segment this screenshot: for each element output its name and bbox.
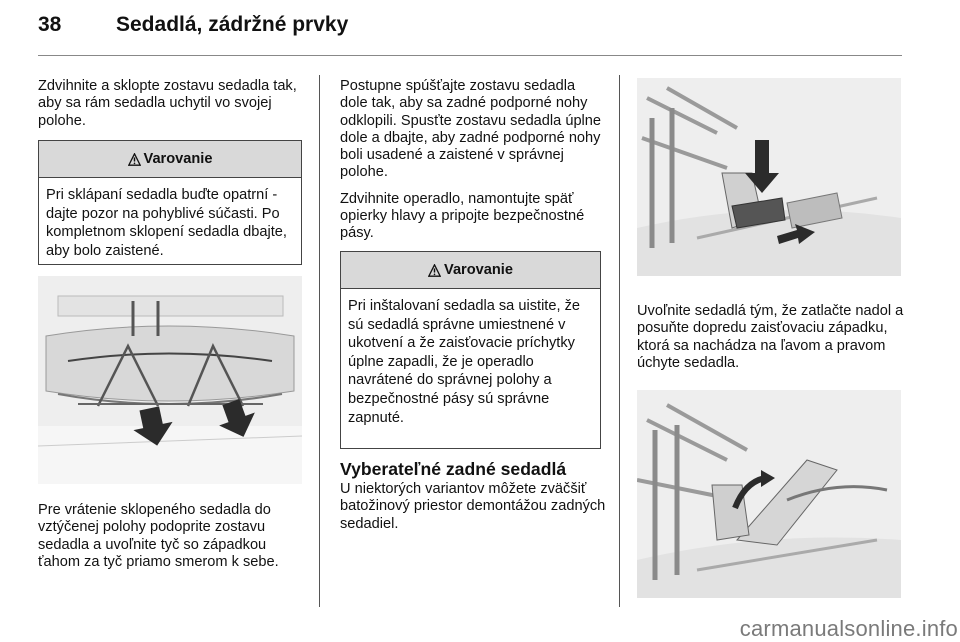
paragraph-lower-seat: Postupne spúšťajte zostavu sedadla dole tak, aby sa zadné podporné nohy odklopili. Spusťte zostavu sedadla úplne dole a dbajte, aby zadné podporné nohy boli usadené a zaistené v správnej polohe.: [340, 78, 602, 181]
warning-box-1: [38, 140, 302, 265]
warning-title-1: Varovanie: [143, 151, 213, 167]
header-divider: [38, 55, 902, 56]
warning-header-1: [39, 141, 301, 178]
section-heading: Vyberateľné zadné sedadlá: [340, 459, 567, 479]
warning-text-2: Pri inštalovaní sedadla sa uistite, že sú sedadlá správne umiestnené v ukotvení a že zaisťovacie príchytky úplne zapadli, že je operadlo navrátené do správnej polohy a bezpečnostné pásy sú správne zapnuté.: [348, 298, 581, 426]
column-2-text: [340, 78, 606, 243]
seat-latch-illustration-top: [637, 78, 901, 276]
seat-latch-illustration-bottom: [637, 390, 901, 598]
paragraph-raise-backrest: Zdvihnite operadlo, namontujte späť opierky hlavy a pripojte bezpečnostné pásy.: [340, 190, 585, 242]
column-divider-right: [619, 75, 620, 607]
section-paragraph: U niektorých variantov môžete zväčšiť batožinový priestor demontážou zadných sedadiel.: [340, 481, 606, 532]
page-number: 38: [38, 13, 62, 36]
page-title: Sedadlá, zádržné prvky: [116, 13, 349, 36]
caption-paragraph-1: Pre vrátenie sklopeného sedadla do vztýčenej polohy podoprite zostavu sedadla a uvoľnite tyč so západkou ťahom za tyč priamo smerom k sebe.: [38, 502, 279, 570]
watermark: carmanualsonline.info: [739, 616, 958, 641]
seat-folding-illustration: [38, 276, 302, 484]
warning-box-2: [340, 251, 601, 449]
warning-triangle-icon: [428, 264, 441, 277]
column-divider-left: [319, 75, 320, 607]
intro-paragraph: Zdvihnite a sklopte zostavu sedadla tak, aby sa rám sedadla uchytil vo svojej polohe.: [38, 78, 297, 129]
caption-paragraph-3: Uvoľnite sedadlá tým, že zatlačte nadol a posuňte dopredu zaisťovaciu západku, ktorá sa nachádza na ľavom a pravom úchyte sedadla.: [637, 303, 904, 371]
warning-triangle-icon: [128, 153, 141, 166]
warning-header-2: [341, 252, 600, 289]
warning-title-2: Varovanie: [444, 262, 513, 278]
section-removable-seats: [340, 459, 610, 533]
warning-text-1: Pri sklápaní sedadla buďte opatrní - dajte pozor na pohyblivé súčasti. Po kompletnom sklopení sedadla dbajte, aby bolo zaistené.: [46, 187, 287, 259]
